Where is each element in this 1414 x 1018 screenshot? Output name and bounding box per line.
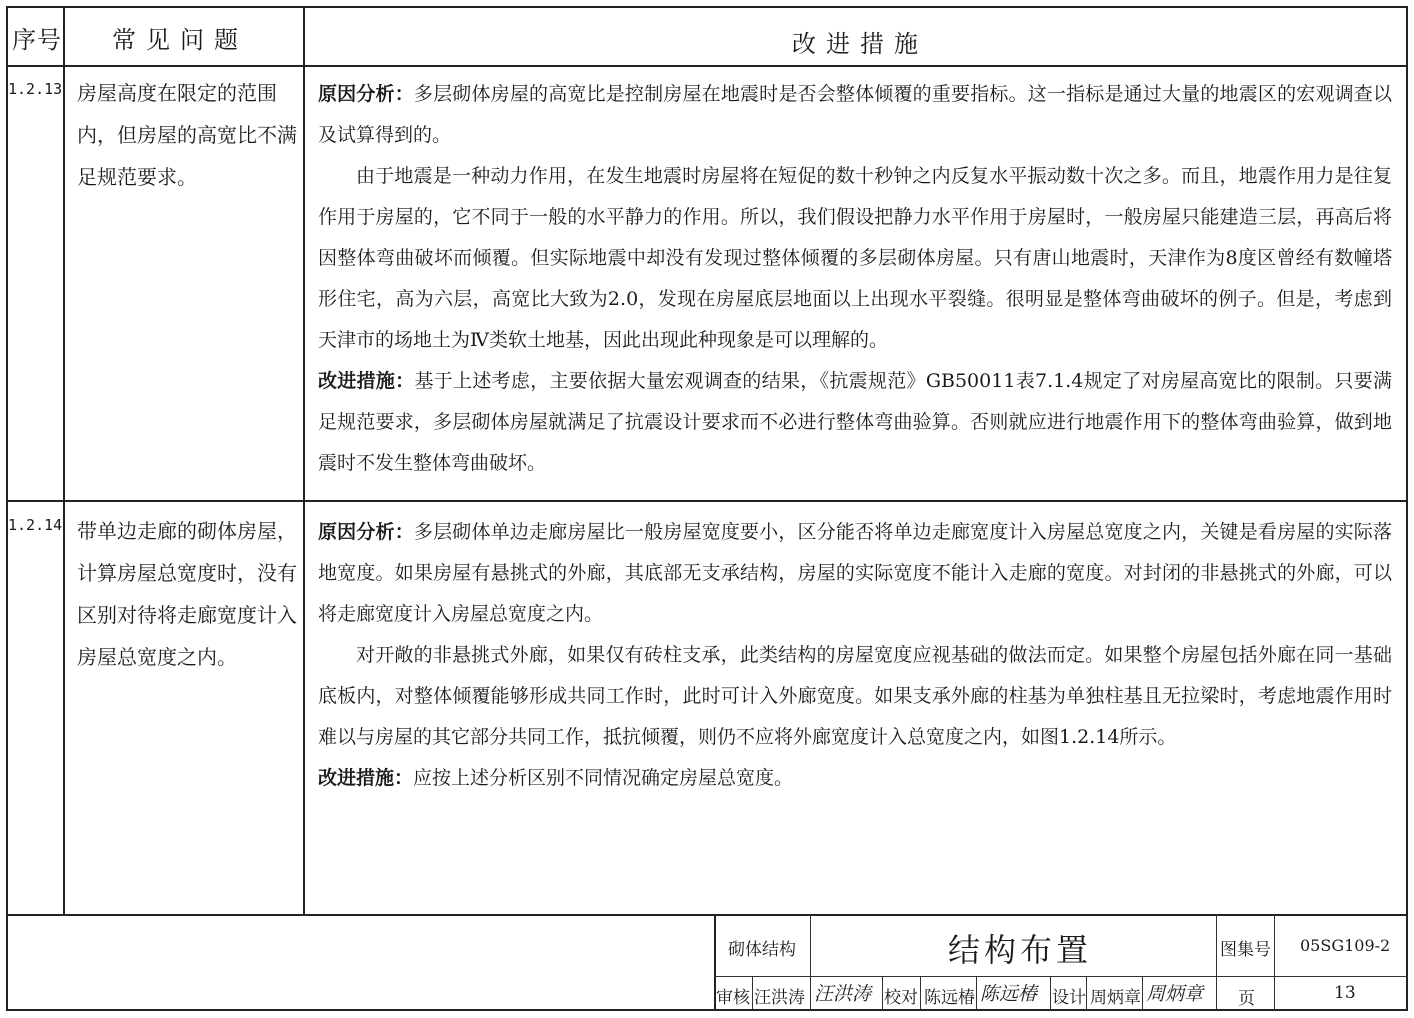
- tb-review-name: 汪洪涛: [754, 988, 805, 1008]
- row-1-cause-paragraph: [318, 74, 1392, 156]
- row-2-measures: [318, 512, 1392, 799]
- row-2-paragraph-2: 对开敞的非悬挑式外廊，如果仅有砖柱支承，此类结构的房屋宽度应视基础的做法而定。如果整个房屋包括外廊在同一基础底板内，对整体倾覆能够形成共同工作时，此时可计入外廊宽度。如果支承外廊的柱基为单独柱基且无拉梁时，考虑地震作用时难以与房屋的其它部分共同工作，抵抗倾覆，则仍不应将外廊宽度计入总宽度之内，如图1.2.14所示。: [318, 644, 1392, 748]
- tb-divider-check: [920, 976, 921, 1009]
- row-2-number: 1.2.14: [8, 516, 63, 534]
- tb-divider-design: [1086, 976, 1087, 1009]
- tb-divider-atlas-no: [1274, 914, 1275, 1009]
- tb-check-name: 陈远椿: [924, 988, 975, 1008]
- row-1-cause-label: 原因分析：: [318, 83, 414, 105]
- tb-divider-review: [752, 976, 753, 1009]
- row-2-measure-text: 应按上述分析区别不同情况确定房屋总宽度。: [413, 767, 794, 789]
- col-divider-1: [63, 6, 65, 914]
- tb-divider-check-sig: [1050, 976, 1051, 1009]
- tb-check-signature: 陈远椿: [980, 983, 1038, 1005]
- tb-atlas-label: 图集号: [1220, 940, 1271, 960]
- tb-design-signature: 周炳章: [1146, 983, 1204, 1005]
- row-2-problem: 带单边走廊的砌体房屋，计算房屋总宽度时，没有区别对待将走廊宽度计入房屋总宽度之内。: [77, 519, 297, 669]
- tb-design-label: 设计: [1052, 988, 1086, 1008]
- tb-divider-review-name: [810, 976, 811, 1009]
- header-serial-number: 序号: [12, 26, 62, 54]
- row-1-measures: [318, 74, 1392, 484]
- frame-top-line: [6, 6, 1408, 8]
- tb-page-number: 13: [1334, 983, 1356, 1003]
- row-1-problem: 房屋高度在限定的范围内，但房屋的高宽比不满足规范要求。: [77, 81, 297, 189]
- tb-review-label: 审核: [716, 988, 750, 1008]
- table-bottom-line: [6, 914, 1408, 916]
- row-1-measure-text: 基于上述考虑，主要依据大量宏观调查的结果，《抗震规范》GB50011表7.1.4规定了对房屋高宽比的限制。只要满足规范要求，多层砌体房屋就满足了抗震设计要求而不必进行整体弯曲验算。否则就应进行地震作用下的整体弯曲验算，做到地震时不发生整体弯曲破坏。: [318, 370, 1392, 474]
- row-1-measure-paragraph: [318, 361, 1392, 484]
- frame-left-line: [6, 6, 8, 1009]
- tb-divider-atlas-label: [1216, 914, 1217, 1009]
- row-2-measure-label: 改进措施：: [318, 767, 414, 789]
- tb-design-name: 周炳章: [1090, 988, 1141, 1008]
- row-divider-line: [6, 500, 1408, 502]
- row-1-paragraph-2: 由于地震是一种动力作用，在发生地震时房屋将在短促的数十秒钟之内反复水平振动数十次之多。而且，地震作用力是往复作用于房屋的，它不同于一般的水平静力的作用。所以，我们假设把静力水平作用于房屋时，一般房屋只能建造三层，再高后将因整体弯曲破坏而倾覆。但实际地震中却没有发现过整体倾覆的多层砌体房屋。只有唐山地震时，天津作为8度区曾经有数幢塔形住宅，高为六层，高宽比大致为2.0，发现在房屋底层地面以上出现水平裂缝。很明显是整体弯曲破坏的例子。但是，考虑到天津市的场地土为Ⅳ类软土地基，因此出现此种现象是可以理解的。: [318, 165, 1392, 351]
- tb-category: 砌体结构: [728, 940, 796, 960]
- tb-mid-line: [714, 976, 1408, 977]
- row-2-cause-text: 多层砌体单边走廊房屋比一般房屋宽度要小，区分能否将单边走廊宽度计入房屋总宽度之内，关键是看房屋的实际落地宽度。如果房屋有悬挑式的外廊，其底部无支承结构，房屋的实际宽度不能计入走廊的宽度。对封闭的非悬挑式的外廊，可以将走廊宽度计入房屋总宽度之内。: [318, 521, 1392, 625]
- tb-divider-design-name: [1142, 976, 1143, 1009]
- row-2-cause-paragraph: [318, 512, 1392, 635]
- row-2-cause-label: 原因分析：: [318, 521, 414, 543]
- row-1-number: 1.2.13: [8, 80, 63, 98]
- tb-divider-review-sig: [882, 976, 883, 1009]
- tb-atlas-number: 05SG109-2: [1300, 936, 1391, 955]
- row-1-measure-label: 改进措施：: [318, 370, 415, 392]
- row-2-measure-paragraph: [318, 758, 1392, 799]
- tb-check-label: 校对: [884, 988, 918, 1008]
- header-divider-line: [6, 65, 1408, 67]
- header-improvement-measures: 改进措施: [792, 30, 928, 58]
- tb-drawing-title: 结构布置: [948, 931, 1093, 969]
- col-divider-2: [303, 6, 305, 914]
- frame-bottom-line: [6, 1009, 1408, 1011]
- header-common-problem: 常见问题: [112, 26, 248, 54]
- tb-page-label: 页: [1238, 989, 1255, 1009]
- tb-divider-check-name: [976, 976, 977, 1009]
- tb-divider-category: [810, 914, 811, 976]
- row-1-cause-text: 多层砌体房屋的高宽比是控制房屋在地震时是否会整体倾覆的重要指标。这一指标是通过大量的地震区的宏观调查以及试算得到的。: [318, 83, 1392, 146]
- tb-review-signature: 汪洪涛: [814, 983, 872, 1005]
- frame-right-line: [1406, 6, 1408, 1009]
